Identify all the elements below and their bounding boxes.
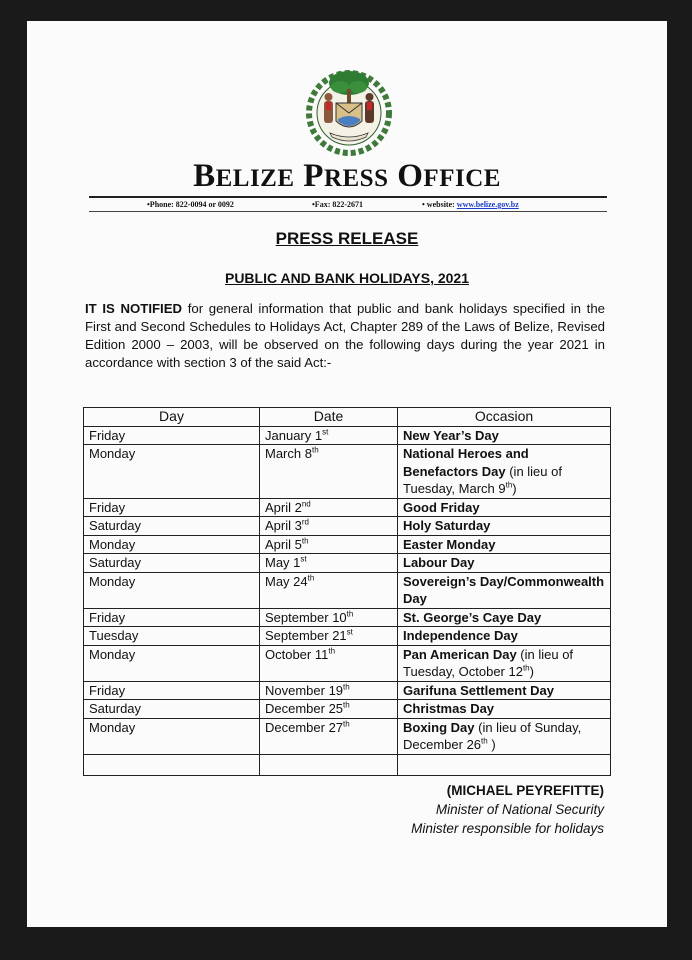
cell-occasion: Boxing Day (in lieu of Sunday, December 26th ) (398, 718, 611, 754)
empty-cell (84, 754, 260, 775)
cell-occasion: Pan American Day (in lieu of Tuesday, October 12th) (398, 645, 611, 681)
cell-day: Tuesday (84, 627, 260, 646)
table-row (84, 681, 611, 700)
cell-day: Monday (84, 645, 260, 681)
header-date: Date (260, 408, 398, 427)
cell-day: Monday (84, 572, 260, 608)
cell-day: Friday (84, 608, 260, 627)
empty-cell (398, 754, 611, 775)
header-rule-thin (89, 211, 607, 212)
cell-date: May 1st (260, 554, 398, 573)
signature-block (411, 781, 604, 838)
cell-day: Monday (84, 718, 260, 754)
cell-date: April 5th (260, 535, 398, 554)
press-release-title: PRESS RELEASE (275, 229, 419, 248)
cell-day: Saturday (84, 554, 260, 573)
cell-occasion: New Year’s Day (398, 426, 611, 445)
cell-occasion: Independence Day (398, 627, 611, 646)
signatory-role-2: Minister responsible for holidays (411, 821, 604, 836)
cell-occasion: National Heroes and Benefactors Day (in lieu of Tuesday, March 9th) (398, 445, 611, 499)
cell-occasion: Garifuna Settlement Day (398, 681, 611, 700)
table-row (84, 608, 611, 627)
cell-day: Saturday (84, 517, 260, 536)
cell-occasion: Sovereign’s Day/Commonwealth Day (398, 572, 611, 608)
header-occasion: Occasion (398, 408, 611, 427)
cell-day: Friday (84, 426, 260, 445)
cell-date: April 3rd (260, 517, 398, 536)
table-row (84, 517, 611, 536)
holidays-table (83, 407, 611, 776)
table-row (84, 645, 611, 681)
table-header-row (84, 408, 611, 427)
cell-date: April 2nd (260, 498, 398, 517)
cell-date: October 11th (260, 645, 398, 681)
cell-date: December 25th (260, 700, 398, 719)
cell-occasion: Good Friday (398, 498, 611, 517)
table-row (84, 572, 611, 608)
table-row (84, 700, 611, 719)
table-row (84, 426, 611, 445)
header-day: Day (84, 408, 260, 427)
fax-contact: •Fax: 822-2671 (312, 200, 364, 209)
cell-occasion: Christmas Day (398, 700, 611, 719)
website-link[interactable]: www.belize.gov.bz (456, 200, 519, 209)
release-subtitle: PUBLIC AND BANK HOLIDAYS, 2021 (224, 270, 469, 286)
cell-occasion: Easter Monday (398, 535, 611, 554)
document-page (27, 21, 667, 927)
cell-occasion: Labour Day (398, 554, 611, 573)
cell-date: September 21st (260, 627, 398, 646)
cell-occasion: St. George’s Caye Day (398, 608, 611, 627)
empty-cell (260, 754, 398, 775)
cell-date: September 10th (260, 608, 398, 627)
coat-of-arms-seal (304, 61, 394, 159)
cell-date: November 19th (260, 681, 398, 700)
signatory-role-1: Minister of National Security (435, 802, 604, 817)
cell-day: Friday (84, 681, 260, 700)
cell-day: Friday (84, 498, 260, 517)
cell-date: March 8th (260, 445, 398, 499)
cell-day: Monday (84, 535, 260, 554)
table-row (84, 445, 611, 499)
cell-day: Monday (84, 445, 260, 499)
table-row (84, 554, 611, 573)
table-spacer-row (84, 754, 611, 775)
header-rule (89, 196, 607, 198)
table-row (84, 498, 611, 517)
cell-occasion: Holy Saturday (398, 517, 611, 536)
intro-paragraph: IT IS NOTIFIED for general information that public and bank holidays specified in the First and Second Schedules to Holidays Act, Chapter 289 of the Laws of Belize, Revised Edition 2000 – 2003, will be observed on the following days during the year 2021 in accordance with section 3 of the said Act:- (85, 301, 605, 370)
table-row (84, 627, 611, 646)
office-title: BELIZE PRESS OFFICE (193, 158, 501, 194)
website-contact: • website: www.belize.gov.bz (422, 200, 519, 209)
cell-date: May 24th (260, 572, 398, 608)
table-row (84, 535, 611, 554)
cell-day: Saturday (84, 700, 260, 719)
phone-contact: •Phone: 822-0094 or 0092 (147, 200, 234, 209)
signatory-name: (MICHAEL PEYREFITTE) (446, 783, 604, 798)
cell-date: December 27th (260, 718, 398, 754)
cell-date: January 1st (260, 426, 398, 445)
table-row (84, 718, 611, 754)
